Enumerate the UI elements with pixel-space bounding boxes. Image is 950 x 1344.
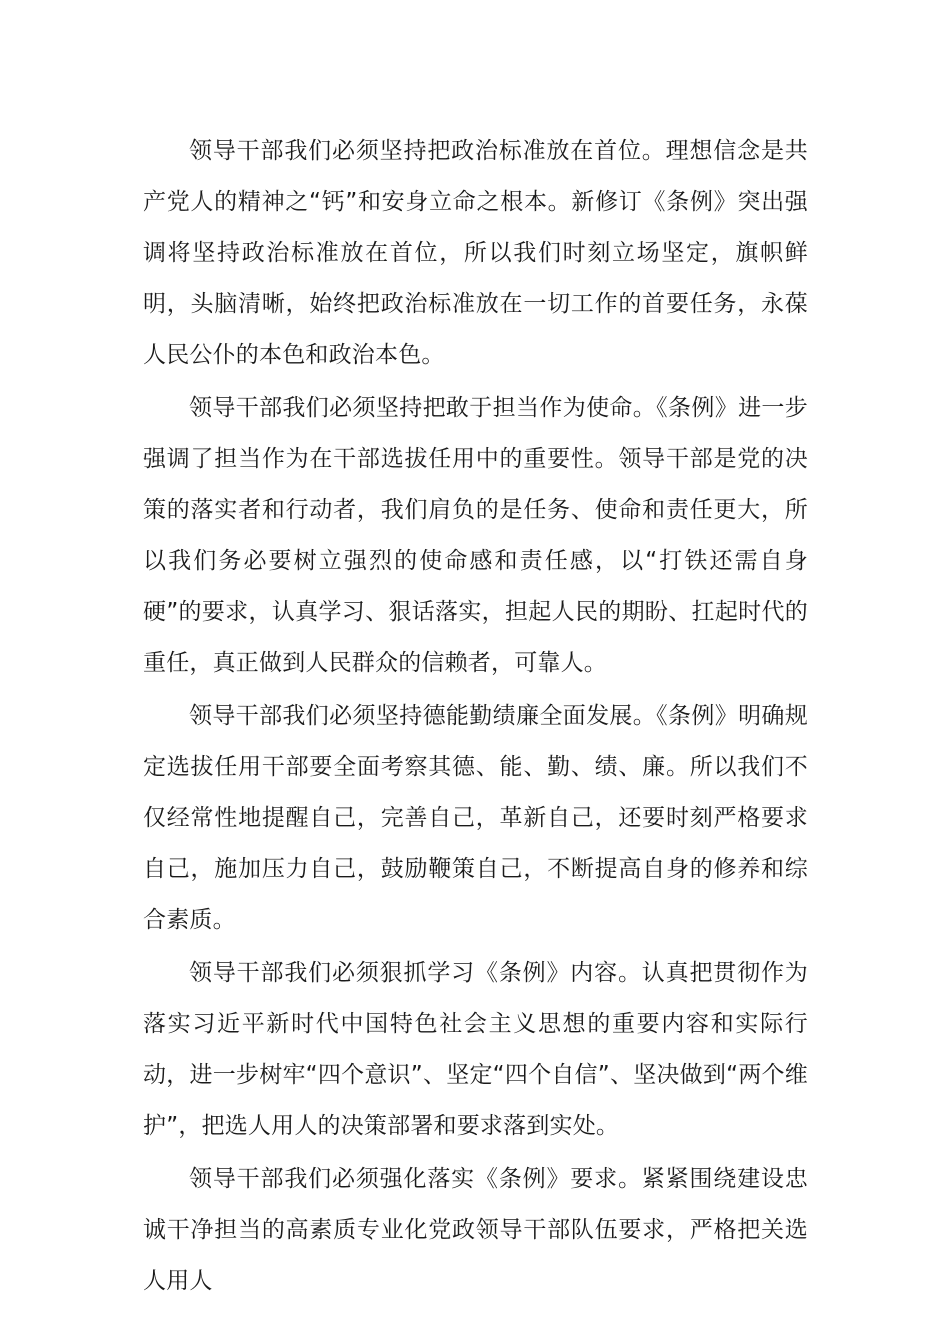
paragraph-implement-regulations: 领导干部我们必须强化落实《条例》要求。紧紧围绕建设忠诚干净担当的高素质专业化党政领导干部队伍要求，严格把关选人用人 [143, 1166, 808, 1294]
paragraph-political-standard: 领导干部我们必须坚持把政治标准放在首位。理想信念是共产党人的精神之“钙”和安身立命之根本。新修订《条例》突出强调将坚持政治标准放在首位，所以我们时刻立场坚定，旗帜鲜明，头脑清晰，始终把政治标准放在一切工作的首要任务，永葆人民公仆的本色和政治本色。 [143, 138, 808, 368]
document-body [143, 126, 808, 1307]
paragraph-responsibility: 领导干部我们必须坚持把敢于担当作为使命。《条例》进一步强调了担当作为在干部选拔任用中的重要性。领导干部是党的决策的落实者和行动者，我们肩负的是任务、使命和责任更大，所以我们务必要树立强烈的使命感和责任感，以“打铁还需自身硬”的要求，认真学习、狠话落实，担起人民的期盼、扛起时代的重任，真正做到人民群众的信赖者，可靠人。 [143, 395, 808, 676]
paragraph-study-regulations: 领导干部我们必须狠抓学习《条例》内容。认真把贯彻作为落实习近平新时代中国特色社会主义思想的重要内容和实际行动，进一步树牢“四个意识”、坚定“四个自信”、坚决做到“两个维护”，把选人用人的决策部署和要求落到实处。 [143, 960, 808, 1139]
paragraph-all-round-development: 领导干部我们必须坚持德能勤绩廉全面发展。《条例》明确规定选拔任用干部要全面考察其德、能、勤、绩、廉。所以我们不仅经常性地提醒自己，完善自己，革新自己，还要时刻严格要求自己，施加压力自己，鼓励鞭策自己，不断提高自身的修养和综合素质。 [143, 703, 808, 933]
